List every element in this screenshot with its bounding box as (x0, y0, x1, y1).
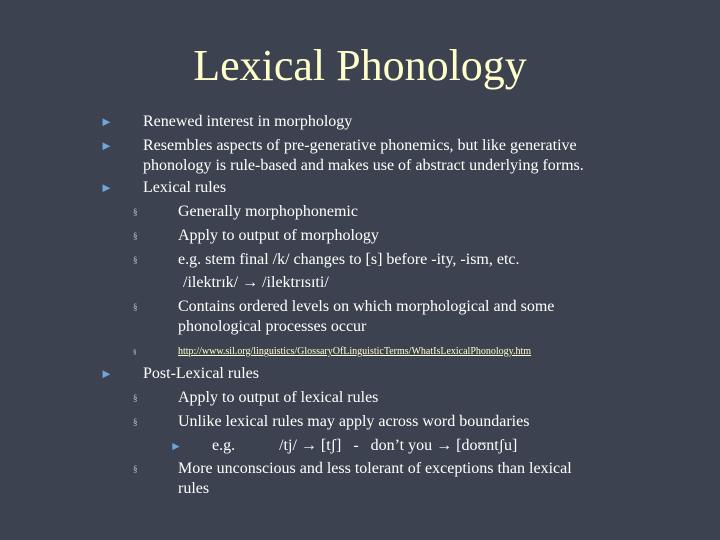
triangle-bullet-icon: ► (100, 366, 113, 381)
list-item: Post-Lexical rules (143, 365, 259, 382)
sub-list-item: e.g. stem final /k/ changes to [s] before -ity, -ism, etc. (178, 251, 520, 268)
sub-list-item: Generally morphophonemic (178, 203, 358, 220)
square-bullet-icon: § (133, 417, 138, 427)
square-bullet-icon: § (133, 464, 138, 474)
square-bullet-icon: § (133, 393, 138, 403)
list-item: Lexical rules (143, 179, 227, 196)
sub-list-item-continued: rules (178, 480, 210, 497)
triangle-bullet-icon: ► (100, 180, 113, 195)
sub-sub-list-item: e.g. /tj/ → [tʃ] - don’t you → [doʊntʃu] (212, 437, 518, 454)
triangle-bullet-icon: ► (170, 439, 182, 453)
sub-list-item: Unlike lexical rules may apply across word boundaries (178, 413, 530, 430)
triangle-bullet-icon: ► (100, 114, 113, 129)
sub-list-item-continued: phonological processes occur (178, 318, 367, 335)
square-bullet-icon: § (133, 302, 138, 312)
list-item-continued: phonology is rule-based and makes use of abstract underlying forms. (143, 157, 584, 174)
square-bullet-icon: § (133, 207, 138, 217)
square-bullet-icon: § (133, 255, 138, 265)
slide-title: Lexical Phonology (193, 41, 527, 90)
reference-link[interactable]: http://www.sil.org/linguistics/GlossaryOfLinguisticTerms/WhatIsLexicalPhonology.htm (178, 346, 532, 357)
sub-list-item: Contains ordered levels on which morphological and some (178, 298, 555, 315)
square-bullet-icon: § (133, 348, 137, 356)
sub-list-item: Apply to output of morphology (178, 227, 379, 244)
sub-list-item-continued: /ilektrɪk/ → /ilektrɪsɪti/ (183, 274, 329, 291)
list-item: Renewed interest in morphology (143, 113, 353, 130)
list-item: Resembles aspects of pre-generative phonemics, but like generative (143, 137, 577, 154)
sub-list-item: Apply to output of lexical rules (178, 389, 379, 406)
sub-list-item: More unconscious and less tolerant of exceptions than lexical (178, 460, 572, 477)
triangle-bullet-icon: ► (100, 138, 113, 153)
square-bullet-icon: § (133, 231, 138, 241)
